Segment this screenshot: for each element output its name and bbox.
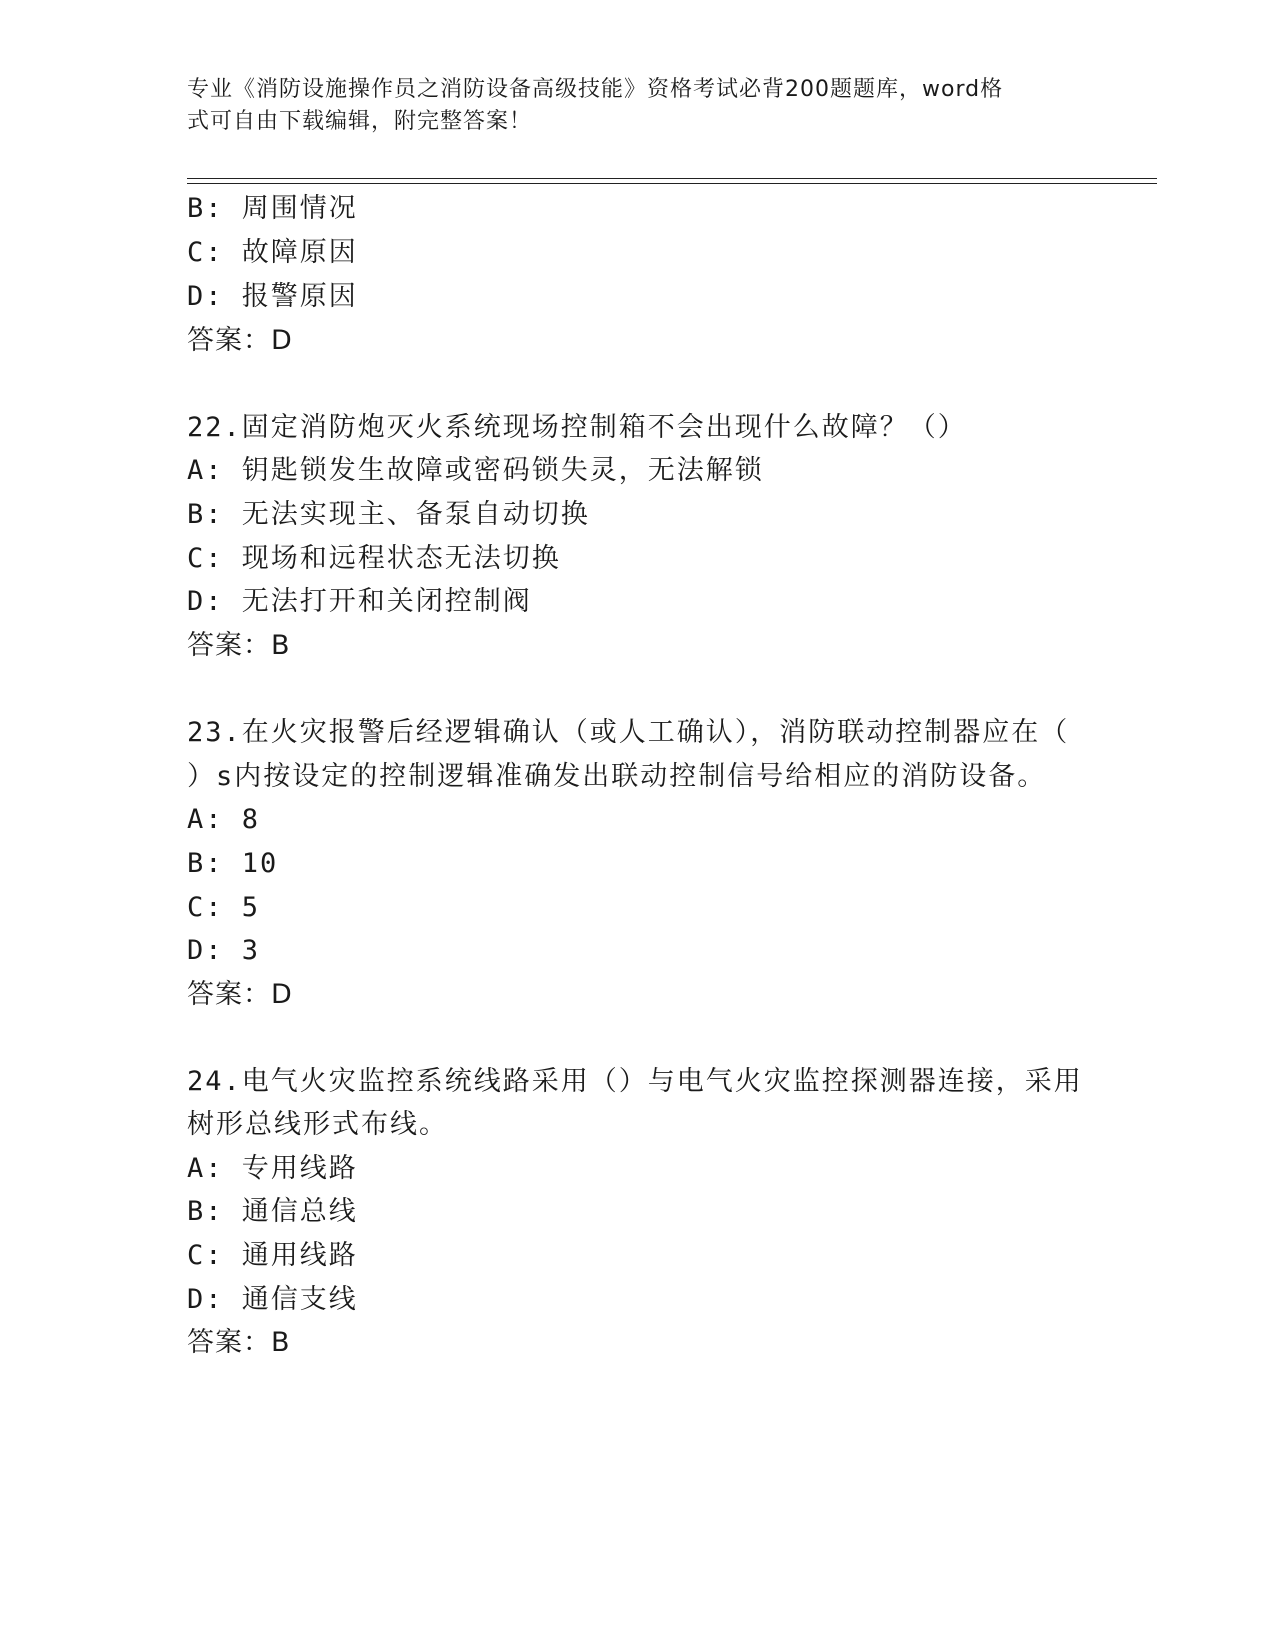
option-c: C: 现场和远程状态无法切换 xyxy=(187,543,561,574)
header-divider-top xyxy=(187,178,1157,179)
question-stem-continued: ）s内按设定的控制逻辑准确发出联动控制信号给相应的消防设备。 xyxy=(187,761,1047,792)
header-line-2: 式可自由下载编辑，附完整答案！ xyxy=(187,109,533,134)
option-a: A: 钥匙锁发生故障或密码锁失灵，无法解锁 xyxy=(187,455,764,486)
option-b: B: 无法实现主、备泵自动切换 xyxy=(187,499,590,530)
option-c: C: 通用线路 xyxy=(187,1240,358,1271)
option-b: B: 周围情况 xyxy=(187,193,358,224)
header-divider-bottom xyxy=(187,183,1157,184)
document-header xyxy=(187,74,1067,138)
option-b: B: 通信总线 xyxy=(187,1196,358,1227)
answer: 答案：B xyxy=(187,1327,291,1358)
option-d: D: 3 xyxy=(187,935,261,966)
question-stem: 23.在火灾报警后经逻辑确认（或人工确认），消防联动控制器应在（ xyxy=(187,717,1070,748)
answer: 答案：D xyxy=(187,325,293,356)
option-c: C: 5 xyxy=(187,892,261,923)
question-stem: 24.电气火灾监控系统线路采用（）与电气火灾监控探测器连接，采用 xyxy=(187,1066,1083,1097)
option-d: D: 无法打开和关闭控制阀 xyxy=(187,586,532,617)
answer: 答案：D xyxy=(187,979,293,1010)
option-a: A: 专用线路 xyxy=(187,1153,358,1184)
option-b: B: 10 xyxy=(187,848,279,879)
option-c: C: 故障原因 xyxy=(187,237,358,268)
option-d: D: 通信支线 xyxy=(187,1284,358,1315)
option-d: D: 报警原因 xyxy=(187,281,358,312)
question-stem-continued: 树形总线形式布线。 xyxy=(187,1109,448,1140)
option-a: A: 8 xyxy=(187,804,261,835)
header-line-1: 专业《消防设施操作员之消防设备高级技能》资格考试必背200题题库，word格 xyxy=(187,77,1004,102)
question-stem: 22.固定消防炮灭火系统现场控制箱不会出现什么故障？（） xyxy=(187,412,967,443)
answer: 答案：B xyxy=(187,630,291,661)
